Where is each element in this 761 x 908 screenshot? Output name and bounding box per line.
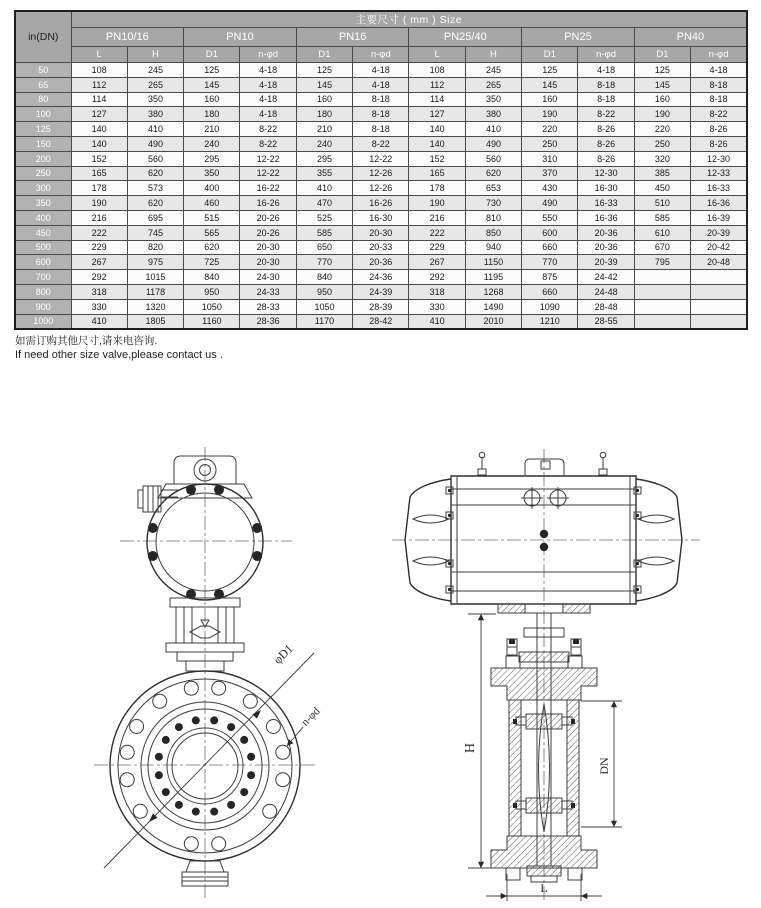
cell: 245 [127,63,183,78]
cell: 229 [409,240,465,255]
dim-label-d1: φD1 [270,641,296,667]
cell: 410 [71,314,127,329]
cell: 940 [465,240,521,255]
cell: 125 [522,63,578,78]
cell: 4-18 [691,63,747,78]
cell: 1805 [127,314,183,329]
cell: 160 [184,92,240,107]
cell: 660 [522,284,578,299]
row-header-dn: 200 [15,151,71,166]
cell: 4-18 [240,63,296,78]
cell: 240 [296,136,352,151]
row-header-dn: 50 [15,63,71,78]
cell: 410 [127,122,183,137]
sub-header: D1 [184,47,240,63]
row-header-dn: 65 [15,77,71,92]
dim-height [463,614,496,868]
cell: 1210 [522,314,578,329]
cell: 250 [634,136,690,151]
cell: 2010 [465,314,521,329]
cell: 8-18 [578,77,634,92]
cell: 28-48 [578,299,634,314]
cell: 1268 [465,284,521,299]
cell: 127 [71,107,127,122]
cell: 525 [296,210,352,225]
cell: 653 [465,181,521,196]
row-header-dn: 300 [15,181,71,196]
cell: 145 [634,77,690,92]
cell: 16-36 [578,210,634,225]
cell: 20-26 [240,210,296,225]
cell: 16-26 [240,196,296,211]
cell [634,299,690,314]
cell: 20-39 [578,255,634,270]
cell: 112 [71,77,127,92]
table-row [15,122,747,137]
cell: 573 [127,181,183,196]
cell: 8-18 [353,107,409,122]
cell: 320 [634,151,690,166]
declutch-knob [138,486,178,512]
cell: 745 [127,225,183,240]
sub-header: D1 [296,47,352,63]
cell: 295 [184,151,240,166]
table-row [15,270,747,285]
cell: 152 [409,151,465,166]
cell: 650 [296,240,352,255]
cell: 560 [127,151,183,166]
cell: 350 [465,92,521,107]
group-header: PN10/16 [71,28,184,47]
table-row [15,225,747,240]
cell: 180 [184,107,240,122]
cell: 190 [71,196,127,211]
group-header-row [15,28,747,47]
cell: 20-26 [240,225,296,240]
cell: 490 [522,196,578,211]
cell: 20-33 [353,240,409,255]
table-row [15,240,747,255]
cell [691,270,747,285]
cell: 1160 [184,314,240,329]
group-header: PN25/40 [409,28,522,47]
cell: 20-36 [578,240,634,255]
cell: 140 [409,136,465,151]
dim-bore [581,701,622,827]
row-header-dn: 350 [15,196,71,211]
cell: 8-22 [240,122,296,137]
cell: 20-36 [353,255,409,270]
cell: 190 [522,107,578,122]
cell: 220 [634,122,690,137]
air-port-icons [521,487,569,509]
dim-label-l: L [540,881,548,895]
cell: 4-18 [240,77,296,92]
table-row [15,63,747,78]
dim-bolt-circle [104,642,314,868]
sub-header: L [71,47,127,63]
cell: 8-26 [691,122,747,137]
row-header-dn: 80 [15,92,71,107]
cell: 840 [184,270,240,285]
cell: 160 [296,92,352,107]
cell: 380 [127,107,183,122]
row-header-dn: 600 [15,255,71,270]
note-english: If need other size valve,please contact us . [15,349,223,361]
dimensions-table [14,10,748,330]
cell: 20-42 [691,240,747,255]
sub-header: D1 [522,47,578,63]
cell: 108 [71,63,127,78]
table-row [15,210,747,225]
cell: 490 [127,136,183,151]
dim-label-nphid: n-φd [299,705,323,729]
cell: 229 [71,240,127,255]
cell: 330 [71,299,127,314]
cell: 8-18 [353,122,409,137]
cell: 490 [465,136,521,151]
cell: 660 [522,240,578,255]
table-row [15,299,747,314]
cell: 145 [522,77,578,92]
cell: 1490 [465,299,521,314]
cell: 770 [522,255,578,270]
sub-header: n-φd [691,47,747,63]
table-row [15,284,747,299]
cell: 318 [409,284,465,299]
cell: 160 [634,92,690,107]
cell: 8-18 [691,92,747,107]
cell: 400 [184,181,240,196]
sub-header: H [127,47,183,63]
group-header: PN25 [522,28,635,47]
cell: 610 [634,225,690,240]
cell: 670 [634,240,690,255]
row-header-dn: 450 [15,225,71,240]
cell: 730 [465,196,521,211]
cell: 1050 [184,299,240,314]
cell: 600 [522,225,578,240]
cell: 1150 [465,255,521,270]
table-row [15,107,747,122]
sub-header: D1 [634,47,690,63]
cell: 265 [127,77,183,92]
cell: 770 [296,255,352,270]
cell: 1050 [296,299,352,314]
cell: 16-22 [240,181,296,196]
cell: 12-22 [240,151,296,166]
cell: 245 [465,63,521,78]
cell: 210 [296,122,352,137]
cell: 295 [296,151,352,166]
cell: 810 [465,210,521,225]
cell: 370 [522,166,578,181]
cell: 28-39 [353,299,409,314]
table-row [15,166,747,181]
cell: 125 [184,63,240,78]
cell: 165 [409,166,465,181]
cell: 28-36 [240,314,296,329]
cell: 8-26 [578,122,634,137]
cell: 20-30 [240,240,296,255]
sub-header: n-φd [353,47,409,63]
cell: 140 [71,122,127,137]
table-row [15,92,747,107]
table-row [15,314,747,329]
cell: 565 [184,225,240,240]
cell: 145 [184,77,240,92]
group-header: PN16 [296,28,409,47]
cell: 620 [127,196,183,211]
cell: 1170 [296,314,352,329]
cell: 410 [296,181,352,196]
table-row [15,181,747,196]
cell: 267 [409,255,465,270]
cell: 950 [296,284,352,299]
cell: 4-18 [240,107,296,122]
cell: 265 [465,77,521,92]
cell [634,270,690,285]
cell: 125 [296,63,352,78]
cell: 140 [71,136,127,151]
table-row [15,77,747,92]
cell: 20-30 [240,255,296,270]
cell: 795 [634,255,690,270]
cell: 127 [409,107,465,122]
cell: 28-55 [578,314,634,329]
cell: 145 [296,77,352,92]
cell: 140 [409,122,465,137]
cell: 430 [522,181,578,196]
sub-header: n-φd [578,47,634,63]
cell: 950 [184,284,240,299]
dim-label-h: H [463,742,478,754]
cell: 975 [127,255,183,270]
cell: 385 [634,166,690,181]
cell: 222 [71,225,127,240]
cell: 695 [127,210,183,225]
cell [691,299,747,314]
cell: 165 [71,166,127,181]
cell: 16-26 [353,196,409,211]
sub-header: L [409,47,465,63]
cell: 620 [127,166,183,181]
cell: 152 [71,151,127,166]
cell: 267 [71,255,127,270]
dim-bolt-holes [287,705,323,746]
cell: 330 [409,299,465,314]
valve-front-view-drawing [94,447,323,898]
cell [691,284,747,299]
cell: 12-33 [691,166,747,181]
cell: 350 [184,166,240,181]
cell: 114 [71,92,127,107]
cell: 840 [296,270,352,285]
cell: 178 [409,181,465,196]
cell: 410 [465,122,521,137]
cell: 16-36 [691,196,747,211]
cell: 8-18 [578,92,634,107]
cell: 16-39 [691,210,747,225]
sub-header-row [15,47,747,63]
cell: 1015 [127,270,183,285]
cell: 12-30 [578,166,634,181]
cell: 8-22 [578,107,634,122]
cell: 24-30 [240,270,296,285]
cell: 875 [522,270,578,285]
row-header-dn: 250 [15,166,71,181]
cell: 450 [634,181,690,196]
cell: 210 [184,122,240,137]
cell [634,284,690,299]
cell: 112 [409,77,465,92]
cell: 380 [465,107,521,122]
cell: 585 [634,210,690,225]
sub-header: n-φd [240,47,296,63]
cell: 8-18 [353,92,409,107]
cell: 222 [409,225,465,240]
cell: 20-30 [353,225,409,240]
cell: 160 [522,92,578,107]
table-row [15,196,747,211]
cell: 8-26 [691,136,747,151]
technical-drawings [0,430,761,908]
cell: 12-22 [240,166,296,181]
cell: 8-22 [691,107,747,122]
cell: 8-18 [691,77,747,92]
cell: 1320 [127,299,183,314]
row-header-dn: 700 [15,270,71,285]
table-body [15,63,747,330]
cell: 410 [409,314,465,329]
row-header-dn: 500 [15,240,71,255]
cell: 292 [71,270,127,285]
cell: 12-26 [353,181,409,196]
cell: 16-33 [578,196,634,211]
cell: 180 [296,107,352,122]
cell: 24-36 [353,270,409,285]
row-header-dn: 150 [15,136,71,151]
cell: 510 [634,196,690,211]
note-chinese: 如需订购其他尺寸,请来电咨询. [15,335,158,347]
group-header: PN10 [184,28,297,47]
cell [691,314,747,329]
cell: 190 [409,196,465,211]
cell: 190 [634,107,690,122]
cell: 240 [184,136,240,151]
cell: 8-26 [578,151,634,166]
cell: 725 [184,255,240,270]
cell: 12-22 [353,151,409,166]
row-header-dn: 100 [15,107,71,122]
cell: 8-22 [240,136,296,151]
cell: 8-22 [353,136,409,151]
cell: 4-18 [578,63,634,78]
cell: 550 [522,210,578,225]
row-header-dn: 125 [15,122,71,137]
cell: 16-33 [691,181,747,196]
cell: 24-39 [353,284,409,299]
cell: 28-33 [240,299,296,314]
cell: 1090 [522,299,578,314]
table-row [15,255,747,270]
sub-header: H [465,47,521,63]
cell: 125 [634,63,690,78]
cell: 560 [465,151,521,166]
cell: 28-42 [353,314,409,329]
coupling-marks [540,530,548,551]
cell: 20-39 [691,225,747,240]
actuator-top-fittings [478,452,607,475]
table-row [15,151,747,166]
cell: 216 [409,210,465,225]
cell: 114 [409,92,465,107]
cell [634,314,690,329]
table-row [15,136,747,151]
cell: 178 [71,181,127,196]
cell: 515 [184,210,240,225]
cell: 820 [127,240,183,255]
cell: 620 [465,166,521,181]
cell: 850 [465,225,521,240]
cell: 108 [409,63,465,78]
cell: 350 [127,92,183,107]
cell: 355 [296,166,352,181]
row-header-dn: 1000 [15,314,71,329]
cell: 4-18 [353,63,409,78]
table-title: 主要尺寸 ( mm ) Size [71,11,747,28]
row-header-dn: 400 [15,210,71,225]
cell: 620 [184,240,240,255]
cell: 460 [184,196,240,211]
group-header: PN40 [634,28,747,47]
cell: 20-48 [691,255,747,270]
cell: 250 [522,136,578,151]
cell: 4-18 [240,92,296,107]
cell: 1178 [127,284,183,299]
valve-side-view-drawing [392,449,700,903]
cell: 318 [71,284,127,299]
cell: 8-26 [578,136,634,151]
cell: 20-36 [578,225,634,240]
cell: 16-30 [353,210,409,225]
cell: 12-30 [691,151,747,166]
row-header-dn: 800 [15,284,71,299]
cell: 220 [522,122,578,137]
cell: 1195 [465,270,521,285]
cell: 24-42 [578,270,634,285]
cell: 4-18 [353,77,409,92]
cell: 470 [296,196,352,211]
cell: 292 [409,270,465,285]
dim-label-dn: DN [597,757,611,775]
cell: 16-30 [578,181,634,196]
cell: 24-48 [578,284,634,299]
cell: 24-33 [240,284,296,299]
cell: 12-26 [353,166,409,181]
cell: 310 [522,151,578,166]
row-header-dn: 900 [15,299,71,314]
cell: 585 [296,225,352,240]
row-header-title: in(DN) [15,11,71,63]
cell: 216 [71,210,127,225]
